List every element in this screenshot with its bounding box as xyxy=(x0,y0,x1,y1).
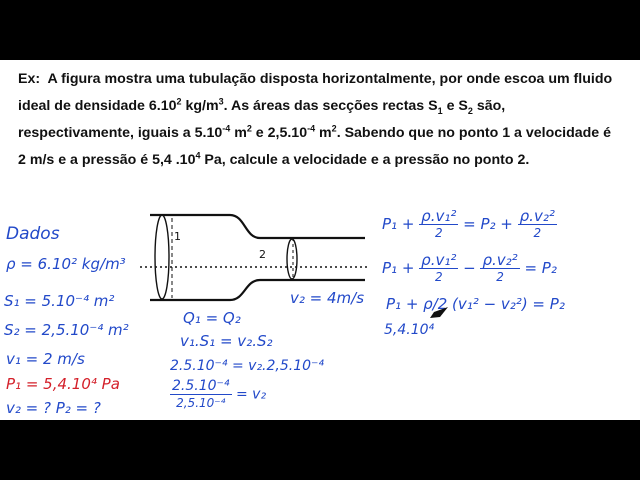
given-area-s2: S₂ = 2,5.10⁻⁴ m² xyxy=(4,321,129,339)
given-velocity-v1: v₁ = 2 m/s xyxy=(6,350,85,368)
bernoulli-step-3: P₁ + ρ/2 (v₁² − v₂²) = P₂ xyxy=(386,295,565,313)
given-pressure-p1: P₁ = 5,4.10⁴ Pa xyxy=(6,375,120,393)
pen-icon xyxy=(428,306,450,320)
continuity-step-2: v₁.S₁ = v₂.S₂ xyxy=(180,332,273,350)
continuity-step-1: Q₁ = Q₂ xyxy=(183,309,241,327)
section-s1 xyxy=(155,215,169,299)
point-1-label: 1 xyxy=(174,230,181,243)
bernoulli-step-2: P₁ + $\frac{\text{ρ.v₁²}}{2}$ − $\frac{\text{ρ.v₂²}}{2}$ = P₂ xyxy=(382,251,557,284)
bernoulli-step-1: P₁ + $\frac{\text{ρ.v₁²}}{2}$ = P₂ + $\frac{\text{ρ.v₂²}}{2}$ xyxy=(382,207,555,240)
example-label: Ex: xyxy=(18,71,41,87)
continuity-step-4: $\frac{\text{2.5.10⁻⁴}}{\text{2,5.10⁻⁴}}$ = v₂ xyxy=(172,378,267,410)
v2-result: v₂ = 4m/s xyxy=(290,289,365,307)
whiteboard xyxy=(0,60,640,420)
unknowns: v₂ = ? P₂ = ? xyxy=(6,399,101,417)
given-data-title: Dados xyxy=(6,224,60,244)
problem-statement: Ex: A figura mostra uma tubulação disposta horizontalmente, por onde escoa um fluido ideal de densidade 6.10$^2$ $kg/m^3$. As áreas das secções rectas $S_1$ e $S_2$ são, respectivamente, iguais a $5.10^{-4}$ $m^2$ e $2,5.10^{-4}$ $m^2$. Sabendo que no ponto 1 a velocidade é 2 m/s e a pressão é 5,4 $.10^4$ Pa, calcule a velocidade e a pressão no ponto 2. xyxy=(18,71,613,168)
pipe-top-wall xyxy=(150,215,365,238)
section-s2 xyxy=(287,239,297,279)
given-area-s1: S₁ = 5.10⁻⁴ m² xyxy=(4,292,115,310)
point-2-label: 2 xyxy=(259,248,266,261)
continuity-step-3: 2.5.10⁻⁴ = v₂.2,5.10⁻⁴ xyxy=(170,358,325,374)
bernoulli-step-4: 5,4.10⁴ xyxy=(384,322,435,338)
given-density: ρ = 6.10² kg/m³ xyxy=(6,255,126,273)
